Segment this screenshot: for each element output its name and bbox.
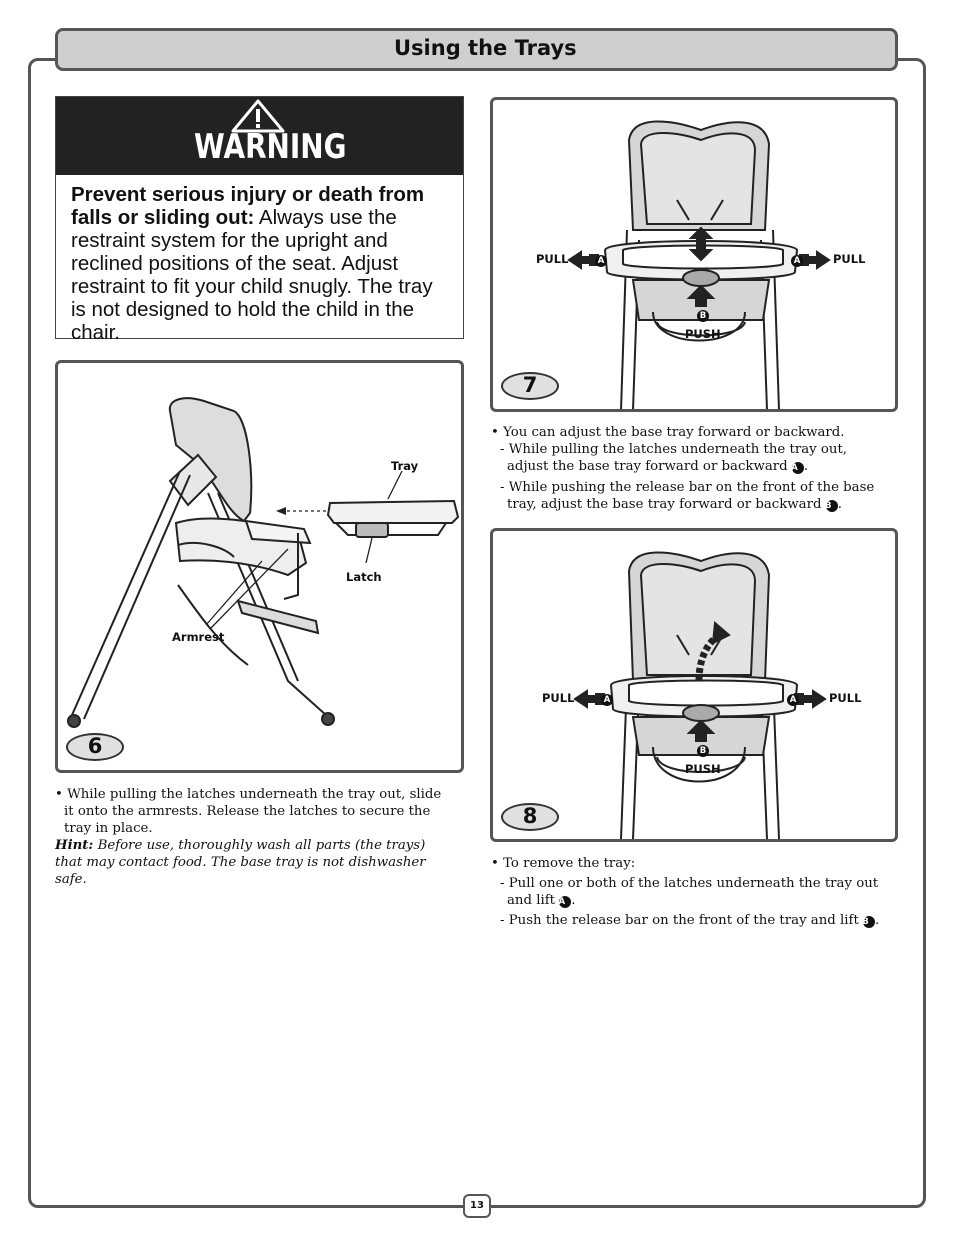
step8-b-icon: B — [697, 745, 709, 757]
hint-text: Before use, thoroughly wash all parts (the trays) that may contact food. The base tray is not dishwasher safe. — [55, 838, 426, 887]
b-marker-icon: B — [863, 916, 875, 928]
step6-badge: 6 — [66, 733, 124, 761]
step7-badge: 7 — [501, 372, 559, 400]
step7-item-b: - While pushing the release bar on the front of the base tray, adjust the base tray forward or backward B . — [500, 480, 875, 512]
step6-hint — [55, 837, 455, 888]
step8-badge: 8 — [501, 803, 559, 831]
step7-intro: • You can adjust the base tray forward or backward. — [491, 425, 845, 440]
warning-body: Always use the restraint system for the upright and reclined positions of the seat. Adjust restraint to fit your child snugly. The tray is not designed to hold the child in the chair. — [71, 206, 433, 344]
step8-pull-left-label: PULL — [542, 691, 575, 705]
step6-highchair-illustration — [58, 363, 461, 770]
page-number: 13 — [463, 1194, 491, 1218]
step8-highchair-illustration — [493, 531, 895, 839]
warning-lead: Prevent serious injury or death from falls or sliding out: — [71, 183, 425, 229]
a-marker-icon: A — [792, 462, 804, 474]
step8-item-a: - Pull one or both of the latches underneath the tray out and lift A . — [500, 876, 879, 908]
a-marker-icon: A — [559, 896, 571, 908]
step6-instruction: • While pulling the latches underneath the tray out, slide it onto the armrests. Release the latches to secure the tray in place. — [55, 787, 442, 836]
step7-item-a: - While pulling the latches underneath the tray out, adjust the base tray forward or backward A . — [500, 442, 848, 474]
section-header — [55, 28, 898, 71]
hint-label: Hint: — [55, 838, 94, 853]
step8-intro: • To remove the tray: — [491, 856, 636, 871]
step6-panel — [55, 360, 464, 773]
step7-b-icon: B — [697, 310, 709, 322]
step7-a-left-icon: A — [595, 255, 607, 267]
step8-text — [491, 855, 891, 929]
armrest-label: Armrest — [172, 630, 225, 644]
warning-header — [56, 97, 463, 175]
step7-push-label: PUSH — [685, 327, 721, 341]
step7-panel — [490, 97, 898, 412]
step8-a-right-icon: A — [787, 694, 799, 706]
b-marker-icon: B — [826, 500, 838, 512]
step8-item-b: - Push the release bar on the front of the tray and lift B . — [500, 913, 880, 928]
latch-label: Latch — [346, 570, 382, 584]
section-title: Using the Trays — [394, 36, 577, 60]
step6-text — [55, 786, 455, 888]
warning-text — [71, 183, 451, 344]
tray-label: Tray — [391, 459, 419, 473]
warning-title: WARNING — [194, 127, 347, 167]
step7-a-right-icon: A — [791, 255, 803, 267]
step7-pull-left-label: PULL — [536, 252, 569, 266]
step8-a-left-icon: A — [601, 694, 613, 706]
step8-panel — [490, 528, 898, 842]
warning-box — [55, 96, 464, 344]
step8-push-label: PUSH — [685, 762, 721, 776]
step8-pull-right-label: PULL — [829, 691, 862, 705]
step7-text — [491, 424, 891, 513]
step7-pull-right-label: PULL — [833, 252, 866, 266]
